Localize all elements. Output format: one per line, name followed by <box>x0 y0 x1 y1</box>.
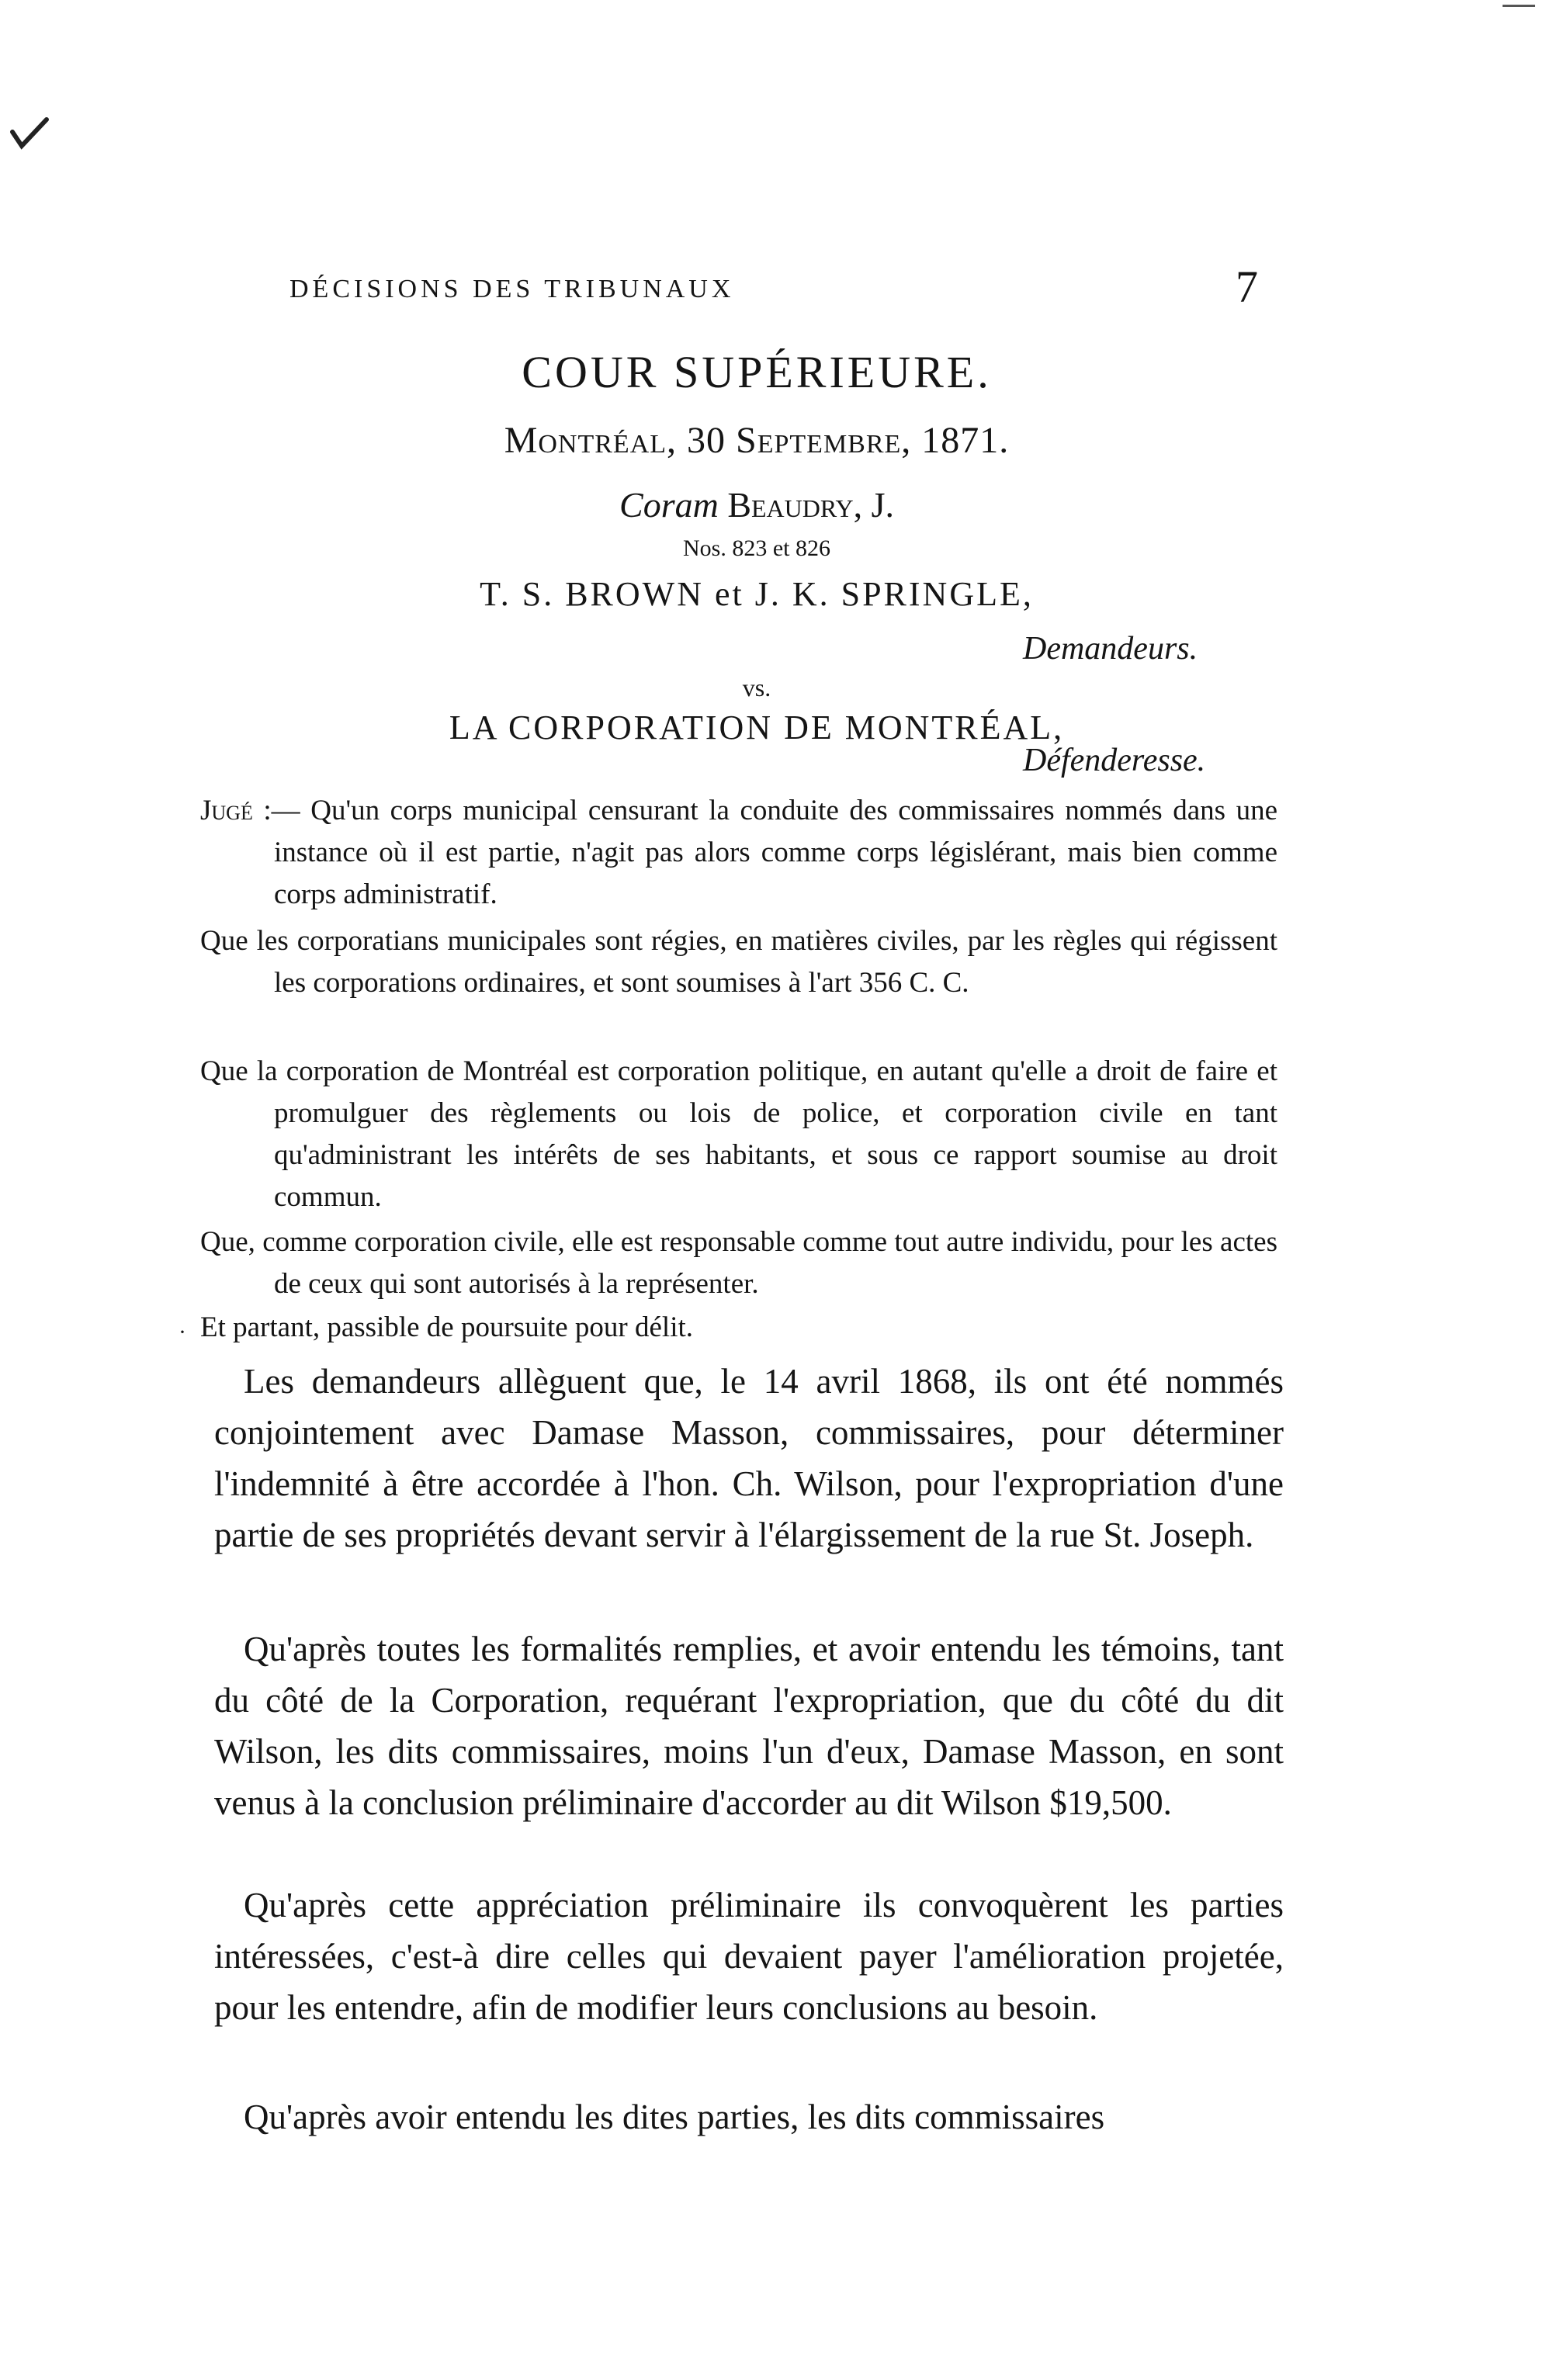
defendant: LA CORPORATION DE MONTRÉAL, <box>449 708 1065 747</box>
case-numbers: Nos. 823 et 826 <box>683 535 830 561</box>
court-title: COUR SUPÉRIEURE. <box>522 347 992 397</box>
judge-name: Beaudry, J. <box>727 485 894 525</box>
body-paragraph: Qu'après cette appréciation préliminaire ils convoquèrent les parties intéressées, c'est-à dire celles qui devaient payer l'amélioration projetée, pour les entendre, afin de modifier leurs conclusions au besoin. <box>214 1886 1284 2027</box>
holding-text: Que les corporatians municipales sont régies, en matières civiles, par les règles qui régissent les corporations ordinaires, et sont soumises à l'art 356 C. C. <box>200 925 1277 999</box>
holding-text: Qu'un corps municipal censurant la conduite des commissaires nommés dans une instance où il est partie, n'agit pas alors comme corps législérant, mais bien comme corps administratif. <box>274 795 1277 910</box>
holding-text: Et partant, passible de poursuite pour délit. <box>200 1311 694 1343</box>
holding-2 <box>200 920 1277 1004</box>
plaintiffs-role: Demandeurs. <box>1023 631 1198 667</box>
holding-5 <box>200 1307 1277 1349</box>
holdings-label: Jugé :— <box>200 795 300 826</box>
page-number: 7 <box>1236 262 1258 312</box>
holding-1 <box>200 790 1277 916</box>
plaintiffs: T. S. BROWN et J. K. SPRINGLE, <box>480 575 1034 613</box>
holding-3 <box>200 1051 1277 1218</box>
handwritten-check-mark <box>8 115 54 152</box>
coram-word: Coram <box>619 485 719 525</box>
corner-mark <box>1503 5 1535 7</box>
versus: vs. <box>742 674 771 702</box>
holding-text: Que, comme corporation civile, elle est responsable comme tout autre individu, pour les actes de ceux qui sont autorisés à la représenter. <box>200 1226 1277 1300</box>
place-date: Montréal, 30 Septembre, 1871. <box>504 420 1010 461</box>
margin-dot: · <box>179 1319 186 1345</box>
holding-text: Que la corporation de Montréal est corporation politique, en autant qu'elle a droit de faire et promulguer des règlements ou lois de police, et corporation civile en tant qu'administrant les intérêts de ses habitants, et sous ce rapport soumise au droit commun. <box>200 1055 1277 1213</box>
coram-line <box>210 484 1304 525</box>
holding-4 <box>200 1221 1277 1305</box>
body-paragraph: Les demandeurs allèguent que, le 14 avril 1868, ils ont été nommés conjointement avec Damase Masson, commissaires, pour déterminer l'indemnité à être accordée à l'hon. Ch. Wilson, pour l'expropriation d'une partie de ses propriétés devant servir à l'élargissement de la rue St. Joseph. <box>214 1362 1284 1554</box>
body-paragraph: Qu'après avoir entendu les dites parties, les dits commissaires <box>244 2098 1105 2136</box>
defendant-role: Défenderesse. <box>1023 743 1206 778</box>
body-paragraph: Qu'après toutes les formalités remplies, et avoir entendu les témoins, tant du côté de la Corporation, requérant l'expropriation, que du côté du dit Wilson, les dits commissaires, moins l'un d'eux, Damase Masson, en sont venus à la conclusion préliminaire d'accorder au dit Wilson $19,500. <box>214 1630 1284 1822</box>
running-head: DÉCISIONS DES TRIBUNAUX <box>289 275 735 303</box>
